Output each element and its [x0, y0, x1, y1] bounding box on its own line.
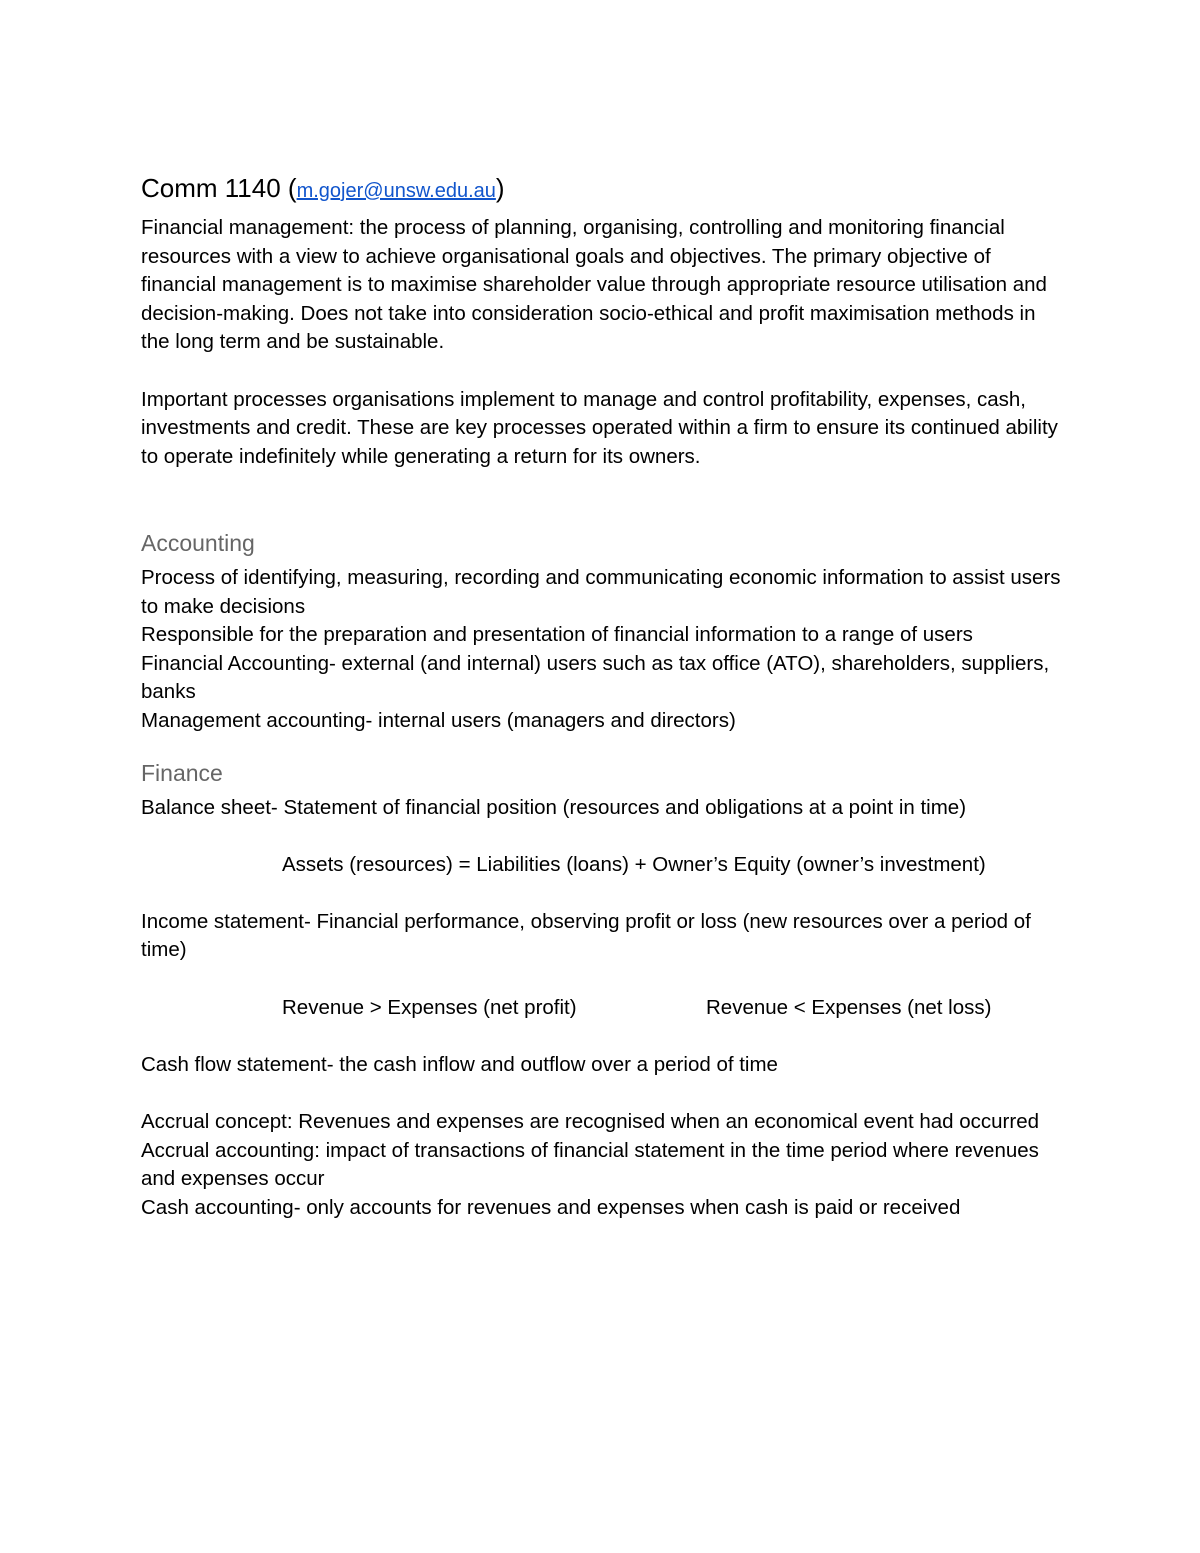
net-loss-formula: Revenue < Expenses (net loss)	[706, 995, 992, 1019]
accounting-line: Responsible for the preparation and presentation of financial information to a range of users	[141, 623, 973, 647]
document-page	[141, 170, 1066, 1222]
balance-sheet-text: Balance sheet- Statement of financial position (resources and obligations at a point in time)	[141, 795, 967, 819]
accounting-line: Process of identifying, measuring, recording and communicating economic information to assist users to make decisions	[141, 565, 1061, 618]
email-link[interactable]: m.gojer@unsw.edu.au	[296, 180, 496, 202]
net-profit-formula: Revenue > Expenses (net profit)	[282, 995, 577, 1019]
title-prefix: Comm 1140 (	[141, 173, 297, 203]
accrual-concept-text: Accrual concept: Revenues and expenses are recognised when an economical event had occurred	[141, 1110, 1039, 1134]
accounting-heading: Accounting	[141, 529, 255, 556]
intro-paragraph-1: Financial management: the process of planning, organising, controlling and monitoring financial resources with a view to achieve organisational goals and objectives. The primary objective of financial management is to maximise shareholder value through appropriate resource utilisation and decision-making. Does not take into consideration socio-ethical and profit maximisation methods in the long term and be sustainable.	[141, 216, 1047, 354]
accounting-line: Financial Accounting- external (and internal) users such as tax office (ATO), shareholders, suppliers, banks	[141, 651, 1050, 704]
accrual-accounting-text: Accrual accounting: impact of transactions of financial statement in the time period where revenues and expenses occur	[141, 1138, 1039, 1191]
finance-heading: Finance	[141, 759, 223, 786]
accounting-line: Management accounting- internal users (managers and directors)	[141, 708, 736, 732]
income-statement-text: Income statement- Financial performance, observing profit or loss (new resources over a period of time)	[141, 909, 1031, 962]
document-title	[141, 170, 1066, 209]
intro-paragraph-2: Important processes organisations implement to manage and control profitability, expenses, cash, investments and credit. These are key processes operated within a firm to ensure its continued ability to operate indefinitely while generating a return for its owners.	[141, 387, 1058, 468]
accounting-equation: Assets (resources) = Liabilities (loans) + Owner’s Equity (owner’s investment)	[282, 852, 986, 876]
cash-accounting-text: Cash accounting- only accounts for revenues and expenses when cash is paid or received	[141, 1195, 961, 1219]
profit-loss-row	[141, 994, 1066, 1023]
cash-flow-text: Cash flow statement- the cash inflow and outflow over a period of time	[141, 1052, 778, 1076]
title-suffix: )	[495, 173, 505, 203]
